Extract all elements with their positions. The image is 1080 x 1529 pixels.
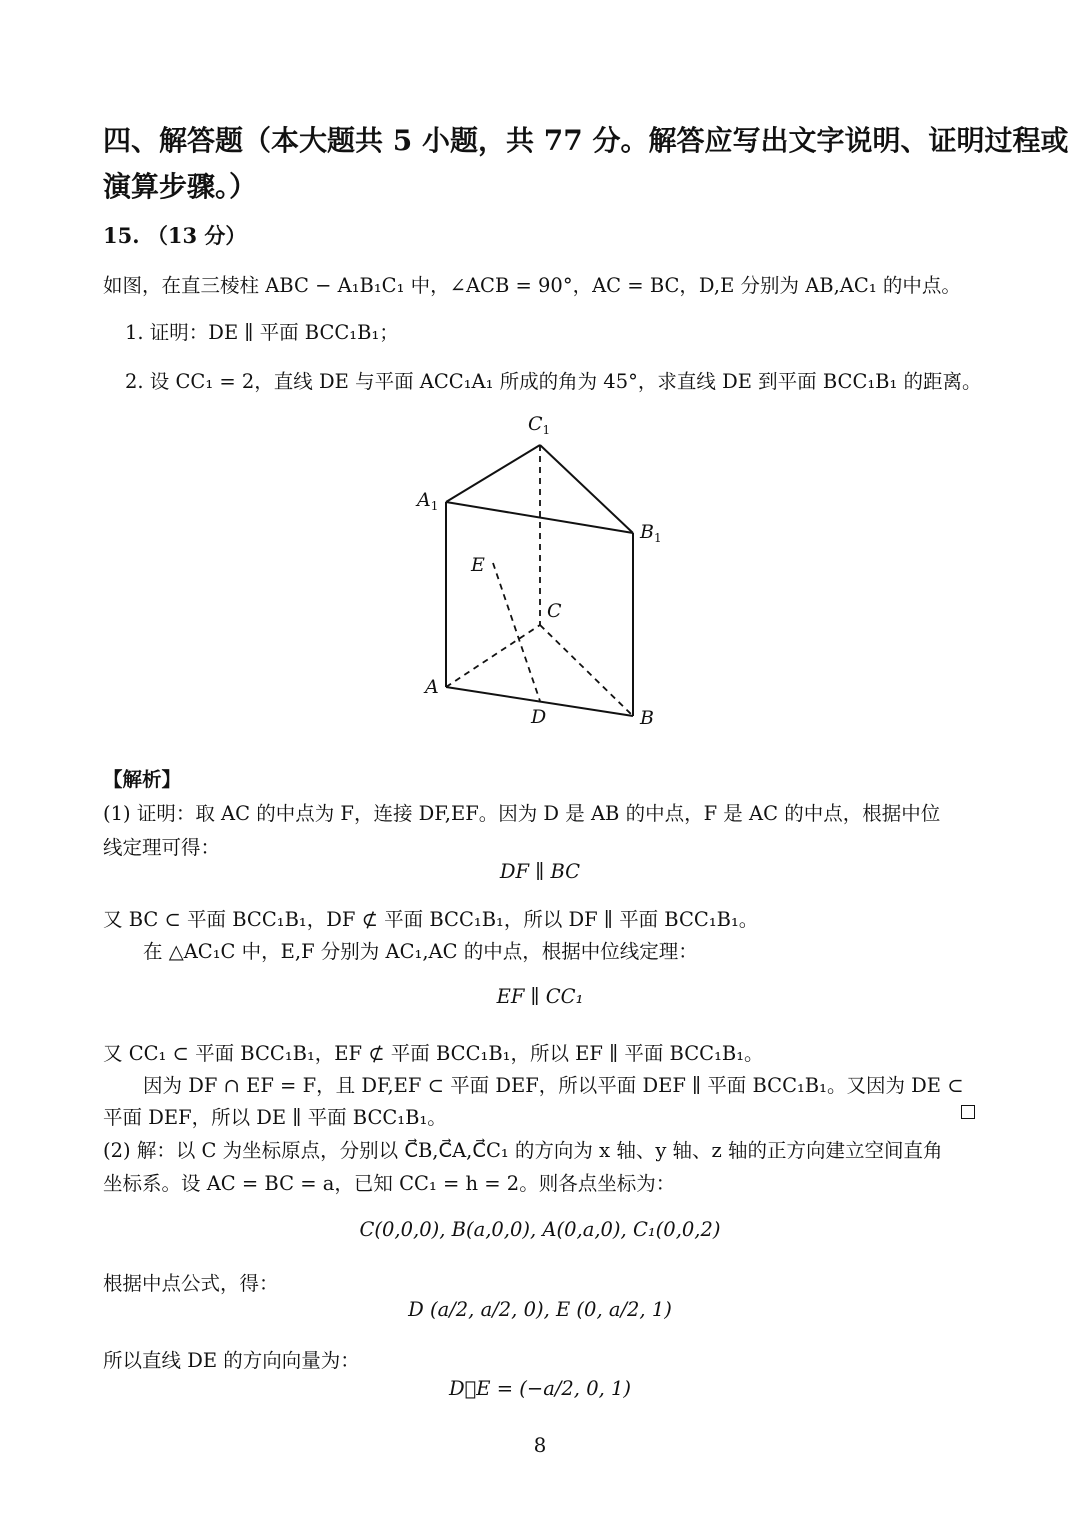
midpoint-coordinates: D (a/2, a/2, 0), E (0, a/2, 1) xyxy=(408,1298,672,1321)
section-title xyxy=(103,118,1068,210)
solution-p1-line7: 平面 DEF，所以 DE ∥ 平面 BCC₁B₁。 xyxy=(103,1106,447,1129)
segment-DE-hidden xyxy=(493,563,540,701)
solution-p1-line2: 线定理可得： xyxy=(103,836,221,859)
direction-vector-de: D⃗E = (−a/2, 0, 1) xyxy=(448,1377,632,1400)
label-C1: $C_1$ xyxy=(528,413,551,437)
label-B1: $B_1$ xyxy=(640,521,662,545)
section-title-line1: 四、解答题（本大题共 5 小题，共 77 分。解答应写出文字说明、证明过程或 xyxy=(103,124,1069,157)
question-part-2: 2. 设 CC₁ = 2，直线 DE 与平面 ACC₁A₁ 所成的角为 45°，求直线 DE 到平面 BCC₁B₁ 的距离。 xyxy=(125,370,982,393)
question-part-1: 1. 证明：DE ∥ 平面 BCC₁B₁； xyxy=(125,321,399,344)
label-A: A xyxy=(425,676,439,698)
solution-p2-line1: (2) 解：以 C 为坐标原点，分别以 C⃗B,C⃗A,C⃗C₁ 的方向为 x 轴、y 轴、z 轴的正方向建立空间直角 xyxy=(103,1139,943,1162)
solution-p1-line4: 在 △AC₁C 中，E,F 分别为 AC₁,AC 的中点，根据中位线定理： xyxy=(143,940,698,963)
solution-p2-line2: 坐标系。设 AC = BC = a，已知 CC₁ = h = 2。则各点坐标为： xyxy=(103,1172,676,1195)
equation-ef-parallel-cc1: EF ∥ CC₁ xyxy=(496,985,584,1008)
solution-p2-line4: 所以直线 DE 的方向向量为： xyxy=(103,1349,360,1372)
solution-p1-line1: (1) 证明：取 AC 的中点为 F，连接 DF,EF。因为 D 是 AB 的中点，F 是 AC 的中点，根据中位 xyxy=(103,802,941,825)
solution-p1-line5: 又 CC₁ ⊂ 平面 BCC₁B₁，EF ⊄ 平面 BCC₁B₁，所以 EF ∥ 平面 BCC₁B₁。 xyxy=(103,1042,764,1065)
solution-heading: 【解析】 xyxy=(103,768,182,791)
question-stem: 如图，在直三棱柱 ABC − A₁B₁C₁ 中，∠ACB = 90°，AC = BC，D,E 分别为 AB,AC₁ 的中点。 xyxy=(103,274,961,297)
page-number: 8 xyxy=(533,1433,547,1457)
question-number: 15. （13 分） xyxy=(103,223,247,248)
solution-p1-line3: 又 BC ⊂ 平面 BCC₁B₁，DF ⊄ 平面 BCC₁B₁，所以 DF ∥ 平面 BCC₁B₁。 xyxy=(103,908,759,931)
solution-p1-line6: 因为 DF ∩ EF = F，且 DF,EF ⊂ 平面 DEF，所以平面 DEF ∥ 平面 BCC₁B₁。又因为 DE ⊂ xyxy=(143,1074,964,1097)
qed-square-icon xyxy=(961,1105,975,1119)
edge-CB-hidden xyxy=(540,625,633,716)
label-E: E xyxy=(471,554,485,576)
label-D: D xyxy=(531,706,547,728)
label-C: C xyxy=(547,600,562,622)
prism-figure xyxy=(400,405,690,735)
solution-p2-line3: 根据中点公式，得： xyxy=(103,1272,279,1295)
section-title-line2: 演算步骤。） xyxy=(103,170,258,203)
edge-AC-hidden xyxy=(446,625,540,687)
equation-df-parallel-bc: DF ∥ BC xyxy=(499,860,581,883)
edge-A1C1 xyxy=(446,445,540,502)
point-coordinates: C(0,0,0), B(a,0,0), A(0,a,0), C₁(0,0,2) xyxy=(359,1218,721,1241)
label-A1: $A_1$ xyxy=(417,489,439,513)
label-B: B xyxy=(640,707,654,729)
